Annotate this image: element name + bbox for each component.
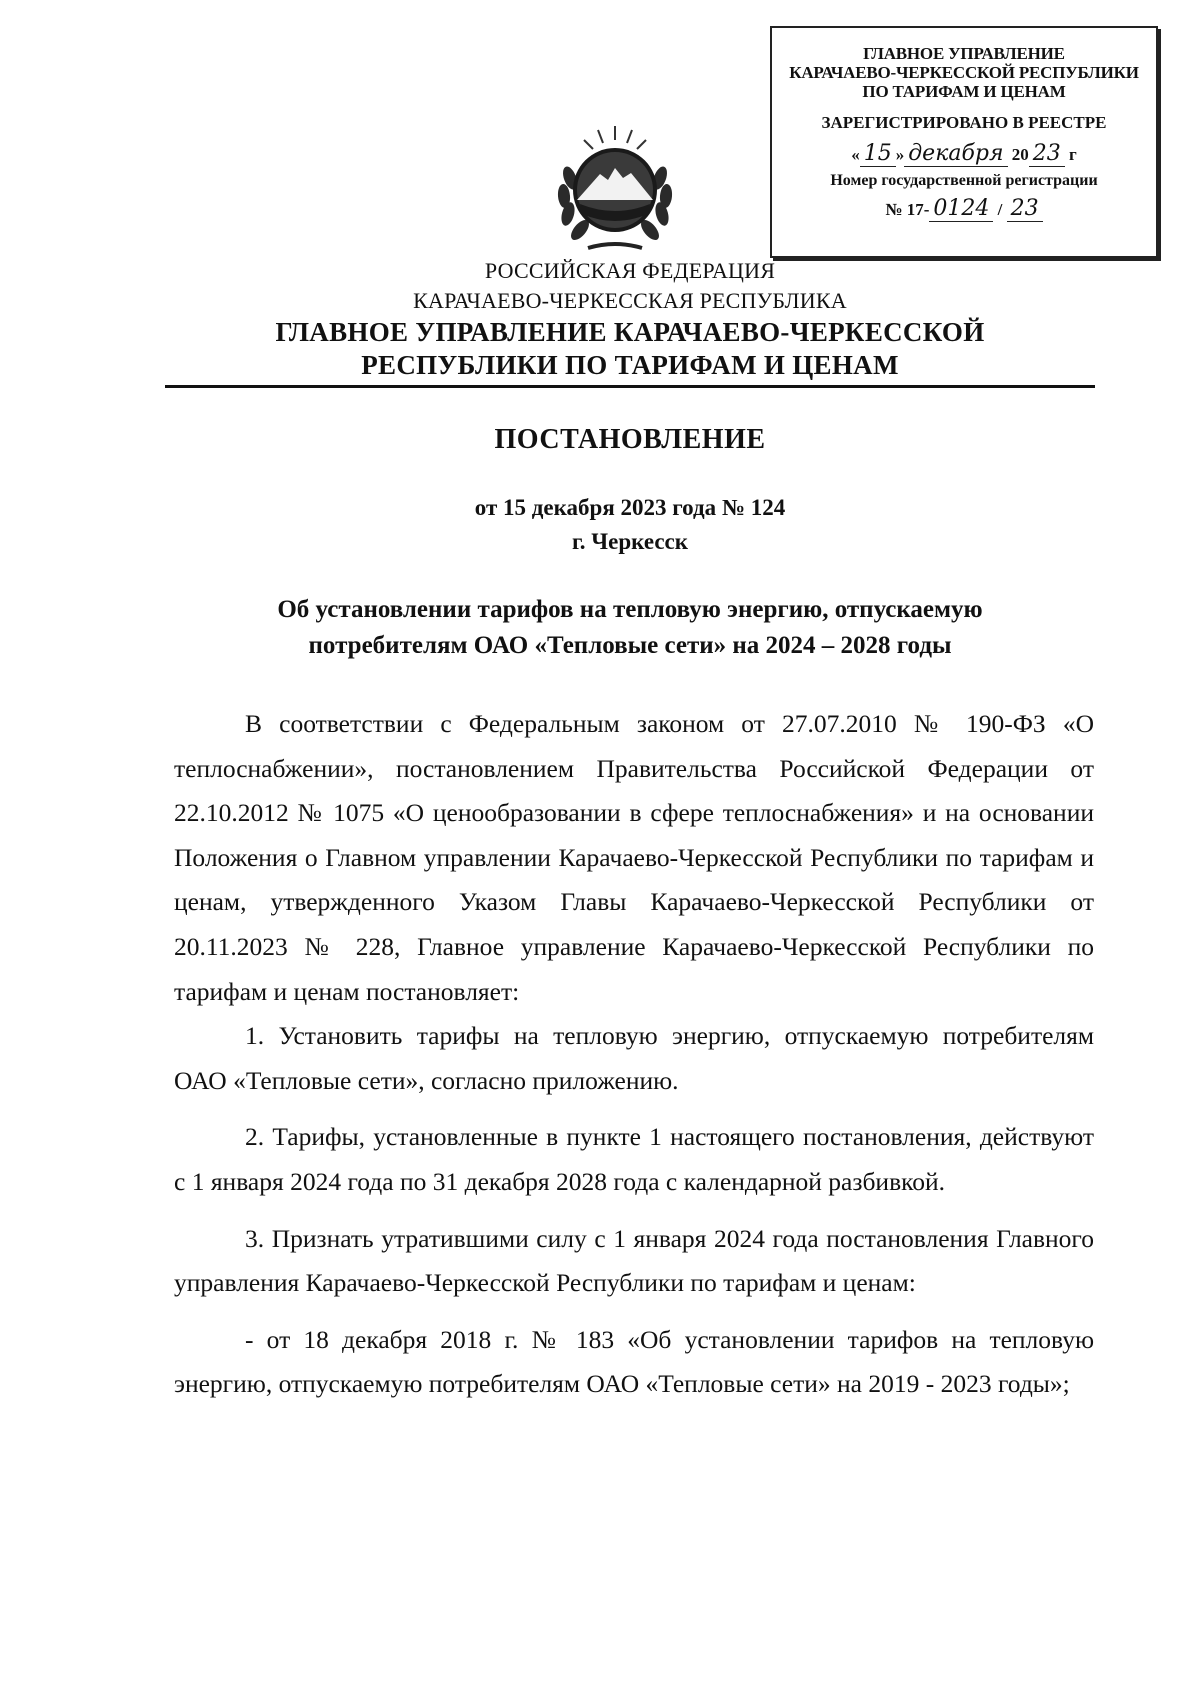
document-subject-line-1: Об установлении тарифов на тепловую энергию, отпускаемую — [277, 596, 983, 623]
body-paragraph-item-2: 2. Тарифы, установленные в пункте 1 настоящего постановления, действуют с 1 января 2024 года по 31 декабря 2028 года с календарной разбивкой. — [174, 1122, 1094, 1196]
stamp-reg-label: Номер государственной регистрации — [830, 172, 1098, 189]
stamp-date-close-quote: » — [895, 145, 905, 164]
header-country: РОССИЙСКАЯ ФЕДЕРАЦИЯ — [484, 258, 776, 283]
coat-of-arms-emblem-icon — [548, 118, 682, 258]
stamp-registered: ЗАРЕГИСТРИРОВАНО В РЕЕСТРЕ — [821, 113, 1107, 132]
stamp-org-line-1: ГЛАВНОЕ УПРАВЛЕНИЕ — [863, 44, 1065, 63]
stamp-date — [772, 141, 1156, 166]
document-dateline — [160, 491, 1100, 559]
document-subject — [160, 592, 1100, 664]
stamp-reg-number: 0124 — [929, 196, 993, 222]
header-agency-line-2: РЕСПУБЛИКИ ПО ТАРИФАМ И ЦЕНАМ — [361, 350, 899, 380]
stamp-date-open-quote: « — [851, 145, 860, 164]
document-subject-line-2: потребителям ОАО «Тепловые сети» на 2024 – 2028 годы — [308, 632, 952, 659]
stamp-organization — [772, 44, 1156, 101]
body-paragraph-item-1: 1. Установить тарифы на тепловую энергию, отпускаемую потребителям ОАО «Тепловые сети», согласно приложению. — [174, 1021, 1094, 1095]
stamp-reg-sep: / — [997, 200, 1003, 219]
stamp-date-year-prefix: 20 — [1011, 145, 1029, 164]
stamp-reg-prefix: № 17- — [885, 200, 930, 219]
stamp-org-line-2: КАРАЧАЕВО-ЧЕРКЕССКОЙ РЕСПУБЛИКИ — [789, 63, 1139, 82]
document-date-number: от 15 декабря 2023 года № 124 — [474, 495, 786, 520]
stamp-date-year-letter: г — [1069, 145, 1077, 164]
header-divider — [165, 385, 1095, 388]
stamp-date-month: декабря — [904, 141, 1007, 167]
stamp-reg-year: 23 — [1007, 196, 1043, 222]
body-paragraph-repealed-1: - от 18 декабря 2018 г. № 183 «Об установлении тарифов на тепловую энергию, отпускаемую потребителям ОАО «Тепловые сети» на 2019 - 2023 годы»; — [174, 1324, 1094, 1399]
registration-stamp — [770, 26, 1158, 258]
header-agency — [160, 316, 1100, 382]
stamp-date-day: 15 — [860, 141, 896, 167]
stamp-date-year-suffix: 23 — [1029, 141, 1065, 167]
document-city: г. Черкесск — [571, 529, 689, 554]
body-paragraph-preamble: В соответствии с Федеральным законом от 27.07.2010 № 190-ФЗ «О теплоснабжении», постановлением Правительства Российской Федерации от 22.10.2012 № 1075 «О ценообразовании в сфере теплоснабжения» и на основании Положения о Главном управлении Карачаево-Черкесской Республики по тарифам и ценам, утвержденного Указом Главы Карачаево-Черкесской Республики от 20.11.2023 № 228, Главное управление Карачаево-Черкесской Республики по тарифам и ценам постановляет: — [174, 709, 1094, 1006]
stamp-reg-number-line — [772, 196, 1156, 221]
stamp-org-line-3: ПО ТАРИФАМ И ЦЕНАМ — [862, 82, 1066, 101]
body-paragraph-item-3: 3. Признать утратившими силу с 1 января 2024 года постановления Главного управления Карачаево-Черкесской Республики по тарифам и ценам: — [174, 1223, 1094, 1298]
document-body — [174, 702, 1094, 1407]
header-region: КАРАЧАЕВО-ЧЕРКЕССКАЯ РЕСПУБЛИКА — [413, 288, 847, 313]
header-agency-line-1: ГЛАВНОЕ УПРАВЛЕНИЕ КАРАЧАЕВО-ЧЕРКЕССКОЙ — [275, 317, 985, 347]
document-title: ПОСТАНОВЛЕНИЕ — [494, 424, 766, 455]
